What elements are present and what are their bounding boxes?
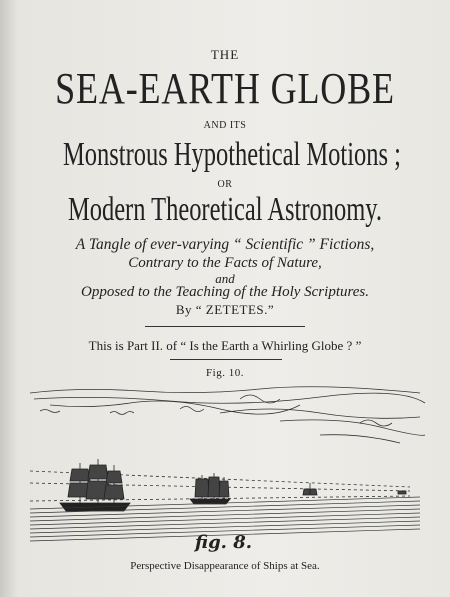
- and-its-text: AND ITS: [203, 120, 247, 131]
- or-text: OR: [217, 179, 233, 190]
- subtitle-modern: Modern Theoretical Astronomy.: [67, 191, 383, 228]
- part-note: This is Part II. of “ Is the Earth a Whirling Globe ? ”: [88, 338, 362, 353]
- author-line: By “ ZETETES.”: [175, 302, 275, 317]
- description-line-1: A Tangle of ever-varying “ Scientific ” Fictions,: [75, 236, 375, 253]
- figure-caption: Perspective Disappearance of Ships at Sea.: [130, 560, 320, 572]
- subtitle-monstrous: Monstrous Hypothetical Motions ;: [63, 136, 401, 173]
- divider-rule: [145, 326, 305, 327]
- ships-at-sea-illustration: [20, 383, 430, 543]
- figure-label: Fig. 10.: [206, 367, 244, 379]
- main-title: SEA-EARTH GLOBE: [55, 64, 395, 113]
- description-line-3: and: [215, 271, 235, 286]
- description-line-4: Opposed to the Teaching of the Holy Scriptures.: [80, 284, 370, 300]
- divider-rule: [170, 359, 282, 360]
- description-line-2: Contrary to the Facts of Nature,: [128, 255, 322, 271]
- title-the: THE: [210, 47, 240, 62]
- handwritten-fig-note: fig. 8.: [195, 532, 252, 553]
